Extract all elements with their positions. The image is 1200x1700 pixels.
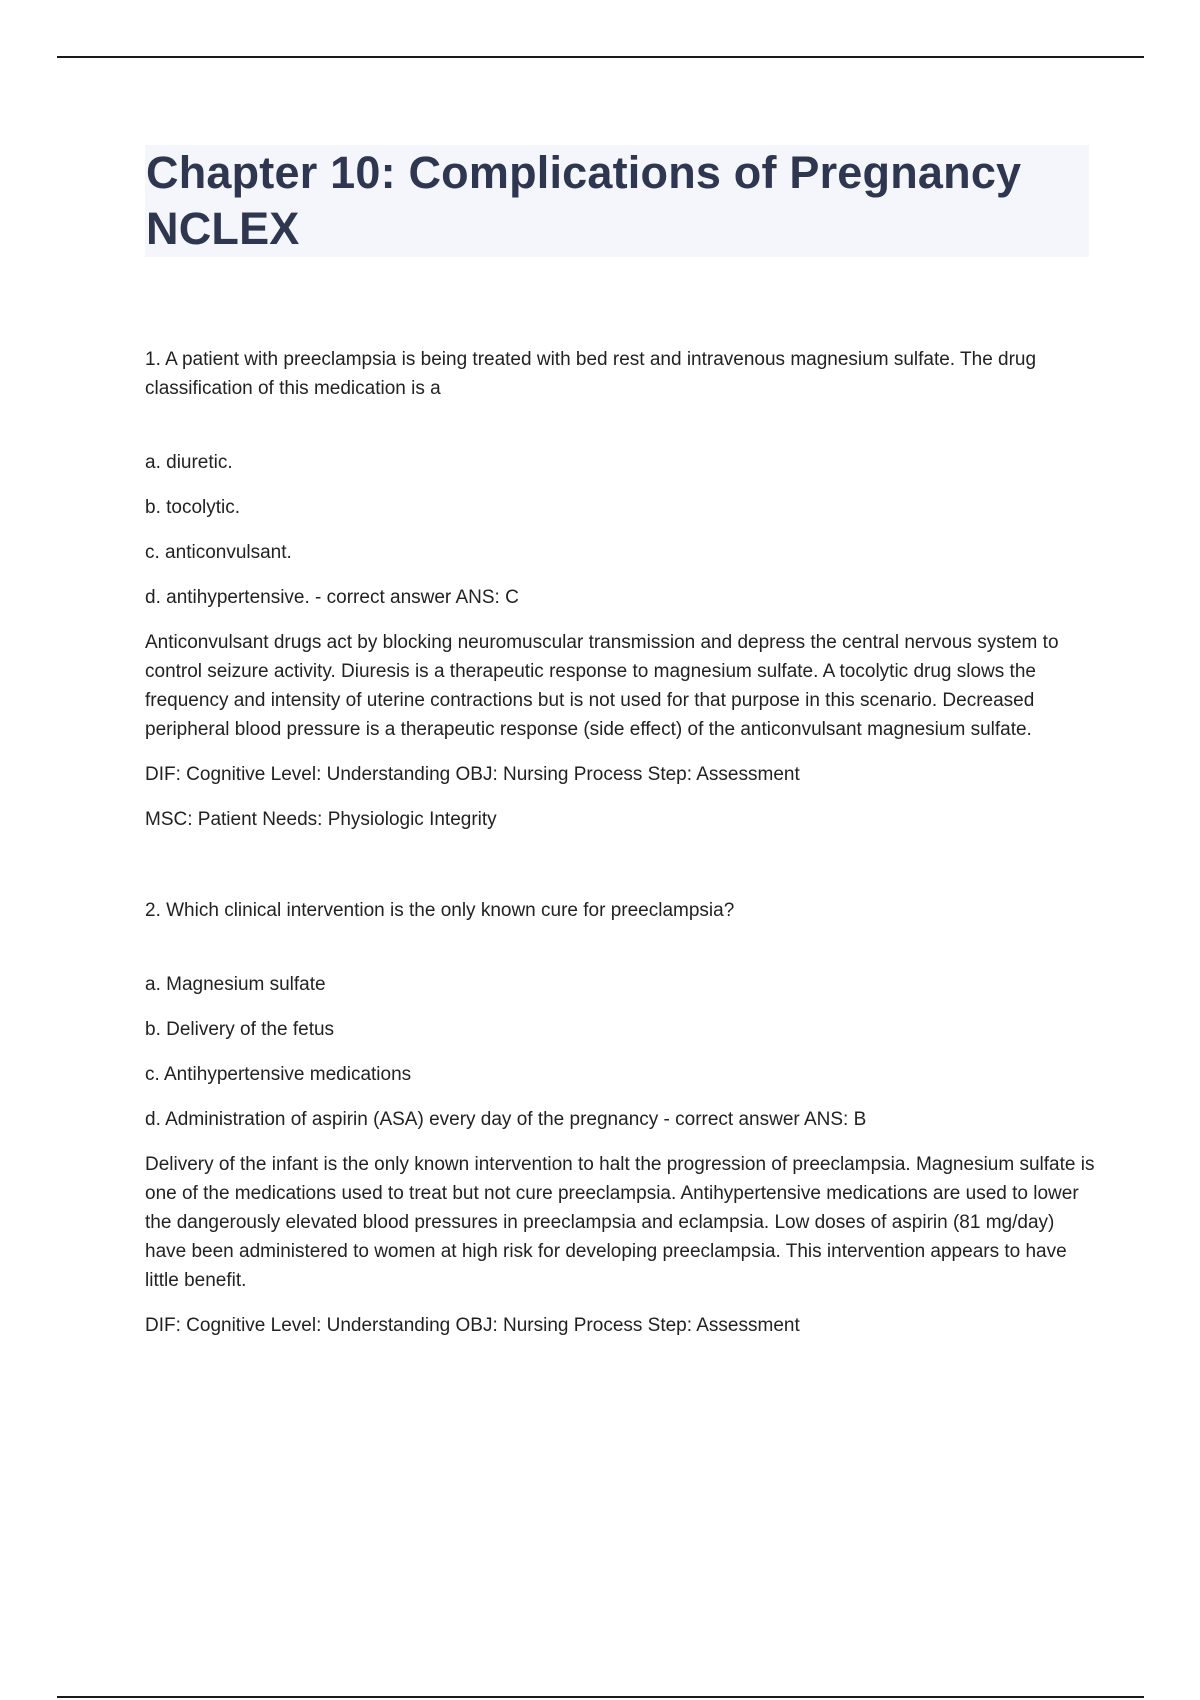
- question-2-option-d: d. Administration of aspirin (ASA) every day of the pregnancy - correct answer ANS: B: [145, 1109, 867, 1130]
- question-1-option-c: c. anticonvulsant.: [145, 542, 292, 563]
- question-1-text: 1. A patient with preeclampsia is being treated with bed rest and intravenous magnesium sulfate. The drug classification of this medication is a: [145, 349, 1037, 399]
- page-title: Chapter 10: Complications of Pregnancy NCLEX: [146, 147, 1022, 254]
- title-banner: [145, 145, 1089, 257]
- bottom-rule: [57, 1696, 1144, 1698]
- top-rule: [57, 56, 1144, 58]
- question-1-msc: MSC: Patient Needs: Physiologic Integrity: [145, 809, 497, 830]
- question-1-dif: DIF: Cognitive Level: Understanding OBJ: Nursing Process Step: Assessment: [145, 764, 800, 785]
- question-2-dif: DIF: Cognitive Level: Understanding OBJ: Nursing Process Step: Assessment: [145, 1315, 800, 1336]
- question-2-option-c: c. Antihypertensive medications: [145, 1064, 412, 1085]
- spacer: [145, 403, 1095, 448]
- question-1-rationale: Anticonvulsant drugs act by blocking neuromuscular transmission and depress the central nervous system to control seizure activity. Diuresis is a therapeutic response to magnesium sulfate. A tocolytic drug slows the frequency and intensity of uterine contractions but is not used for that purpose in this scenario. Decreased peripheral blood pressure is a therapeutic response (side effect) of the anticonvulsant magnesium sulfate.: [145, 632, 1059, 740]
- spacer: [145, 925, 1095, 970]
- question-1-option-a: a. diuretic.: [145, 452, 233, 473]
- question-2-option-a: a. Magnesium sulfate: [145, 974, 326, 995]
- question-1-option-b: b. tocolytic.: [145, 497, 241, 518]
- question-2-option-b: b. Delivery of the fetus: [145, 1019, 335, 1040]
- spacer: [145, 850, 1095, 896]
- question-1-option-d: d. antihypertensive. - correct answer ANS: C: [145, 587, 519, 608]
- document-body: [145, 345, 1095, 1356]
- question-2-rationale: Delivery of the infant is the only known intervention to halt the progression of preeclampsia. Magnesium sulfate is one of the medications used to treat but not cure preeclampsia. Antihypertensive medications are used to lower the dangerously elevated blood pressures in preeclampsia and eclampsia. Low doses of aspirin (81 mg/day) have been administered to women at high risk for developing preeclampsia. This intervention appears to have little benefit.: [145, 1154, 1095, 1291]
- question-2-text: 2. Which clinical intervention is the only known cure for preeclampsia?: [145, 900, 735, 921]
